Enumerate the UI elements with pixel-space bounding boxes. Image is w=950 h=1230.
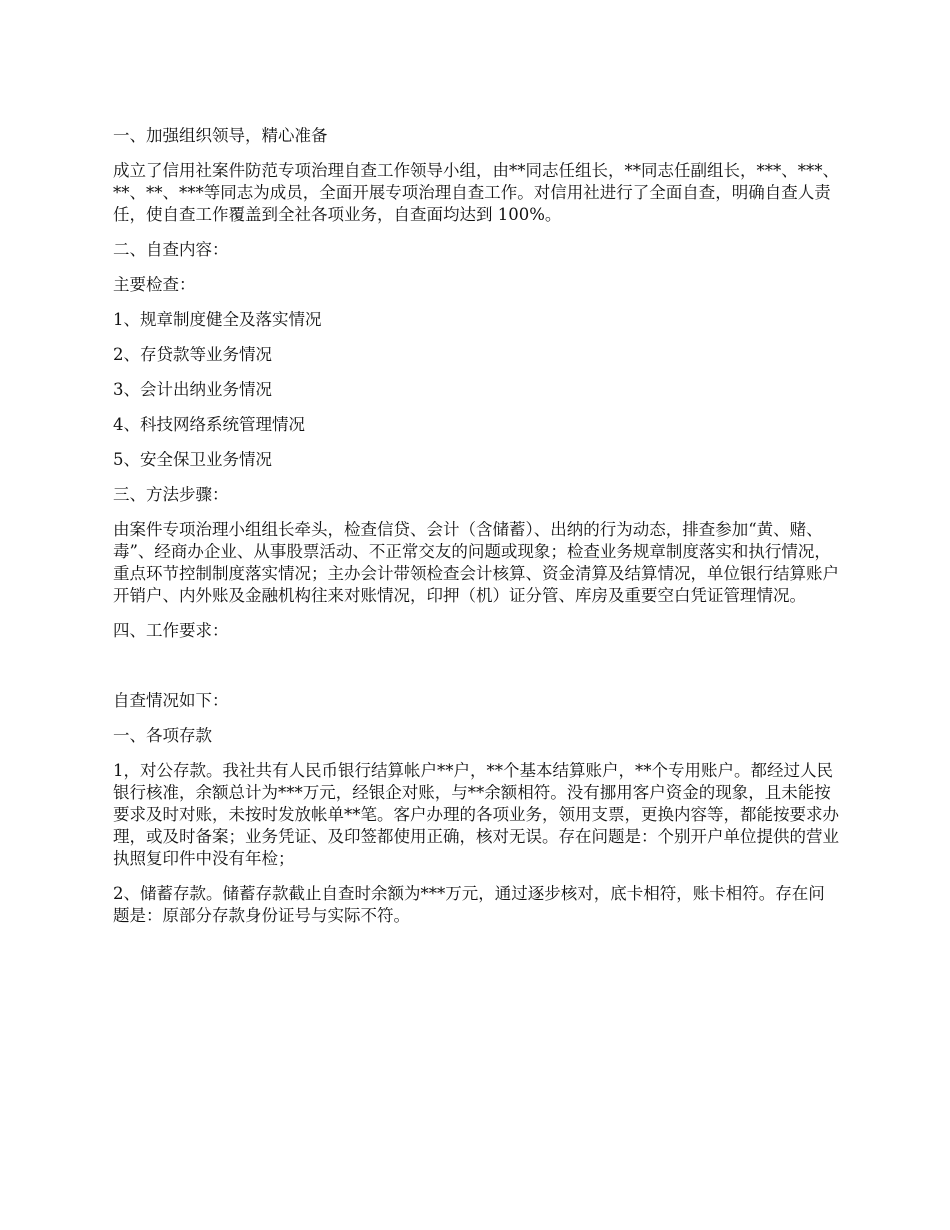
section-heading-1: 一、加强组织领导，精心准备 xyxy=(113,126,328,145)
body-paragraph-corporate-deposits: 1，对公存款。我社共有人民币银行结算帐户**户，**个基本结算账户，**个专用账户。都经过人民银行核准，余额总计为***万元，经银企对账，与**余额相符。没有挪用客户资金的现象，且未能按要求及时对账，未按时发放帐单**笔。客户办理的各项业务，领用支票，更换内容等，都能按要求办理，或及时备案；业务凭证、及印签都使用正确，核对无误。存在问题是：个别开户单位提供的营业执照复印件中没有年检； xyxy=(113,761,839,868)
body-paragraph-methods: 由案件专项治理小组组长牵头，检查信贷、会计（含储蓄）、出纳的行为动态，排查参加“黄、赌、毒”、经商办企业、从事股票活动、不正常交友的问题或现象；检查业务规章制度落实和执行情况，重点环节控制制度落实情况；主办会计带领检查会计核算、资金清算及结算情况，单位银行结算账户开销户、内外账及金融机构往来对账情况，印押（机）证分管、库房及重要空白凭证管理情况。 xyxy=(113,520,839,605)
document-body xyxy=(113,125,840,940)
list-item-2: 2、存贷款等业务情况 xyxy=(113,345,272,364)
list-item-5: 5、安全保卫业务情况 xyxy=(113,450,272,469)
list-item-3: 3、会计出纳业务情况 xyxy=(113,380,272,399)
section-heading-3: 三、方法步骤： xyxy=(113,485,229,504)
section-heading-4: 四、工作要求： xyxy=(113,621,229,640)
body-paragraph-leadership: 成立了信用社案件防范专项治理自查工作领导小组，由**同志任组长，**同志任副组长，***、***、**、**、***等同志为成员，全面开展专项治理自查工作。对信用社进行了全面自查，明确自查人责任，使自查工作覆盖到全社各项业务，自查面均达到 100%。 xyxy=(113,161,839,224)
section-heading-2: 二、自查内容： xyxy=(113,240,229,259)
subheading-self-check: 自查情况如下： xyxy=(113,691,229,710)
blank-spacer xyxy=(113,655,840,690)
section-heading-deposits: 一、各项存款 xyxy=(113,726,212,745)
list-item-1: 1、规章制度健全及落实情况 xyxy=(113,310,322,329)
subheading-main-check: 主要检查： xyxy=(113,275,196,294)
body-paragraph-savings-deposits: 2、储蓄存款。储蓄存款截止自查时余额为***万元，通过逐步核对，底卡相符，账卡相符。存在问题是：原部分存款身份证号与实际不符。 xyxy=(113,884,825,925)
list-item-4: 4、科技网络系统管理情况 xyxy=(113,415,305,434)
